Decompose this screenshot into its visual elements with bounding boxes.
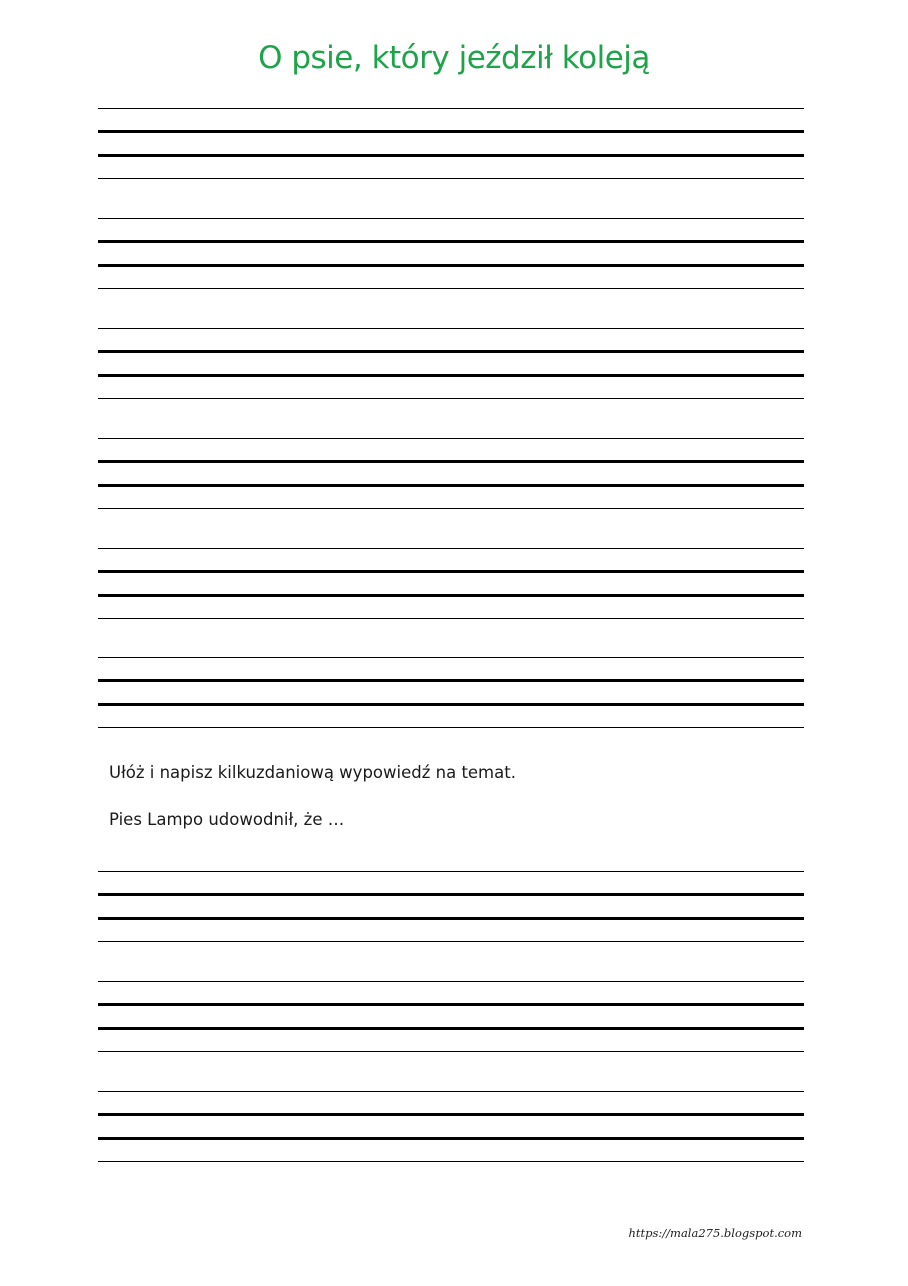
- handwriting-lines[interactable]: [98, 657, 804, 777]
- writing-prompt: Pies Lampo udowodnił, że …: [109, 810, 345, 829]
- handwriting-lines[interactable]: [98, 328, 804, 448]
- line-top: [98, 981, 804, 982]
- line-bottom: [98, 508, 804, 509]
- line-top: [98, 328, 804, 329]
- line-bottom: [98, 941, 804, 942]
- line-top: [98, 1091, 804, 1092]
- line-lower-guide: [98, 703, 804, 706]
- line-upper-guide: [98, 1003, 804, 1006]
- line-bottom: [98, 1051, 804, 1052]
- line-bottom: [98, 618, 804, 619]
- footer-url[interactable]: https://mala275.blogspot.com: [628, 1226, 802, 1240]
- handwriting-lines[interactable]: [98, 981, 804, 1101]
- line-top: [98, 108, 804, 109]
- line-upper-guide: [98, 679, 804, 682]
- handwriting-lines[interactable]: [98, 1091, 804, 1211]
- line-lower-guide: [98, 374, 804, 377]
- line-lower-guide: [98, 154, 804, 157]
- line-bottom: [98, 398, 804, 399]
- line-lower-guide: [98, 917, 804, 920]
- line-upper-guide: [98, 240, 804, 243]
- line-bottom: [98, 178, 804, 179]
- line-bottom: [98, 727, 804, 728]
- line-lower-guide: [98, 264, 804, 267]
- handwriting-lines[interactable]: [98, 218, 804, 338]
- line-lower-guide: [98, 1137, 804, 1140]
- handwriting-lines[interactable]: [98, 108, 804, 228]
- handwriting-lines[interactable]: [98, 871, 804, 991]
- line-top: [98, 657, 804, 658]
- page-title: O psie, który jeździł koleją: [258, 40, 650, 76]
- line-bottom: [98, 288, 804, 289]
- line-top: [98, 438, 804, 439]
- line-top: [98, 548, 804, 549]
- line-upper-guide: [98, 570, 804, 573]
- line-lower-guide: [98, 1027, 804, 1030]
- instruction-text: Ułóż i napisz kilkuzdaniową wypowiedź na temat.: [109, 763, 516, 782]
- line-lower-guide: [98, 594, 804, 597]
- line-upper-guide: [98, 130, 804, 133]
- line-bottom: [98, 1161, 804, 1162]
- handwriting-lines[interactable]: [98, 438, 804, 558]
- line-lower-guide: [98, 484, 804, 487]
- line-upper-guide: [98, 350, 804, 353]
- line-upper-guide: [98, 893, 804, 896]
- line-upper-guide: [98, 1113, 804, 1116]
- handwriting-lines[interactable]: [98, 548, 804, 668]
- line-top: [98, 218, 804, 219]
- line-top: [98, 871, 804, 872]
- line-upper-guide: [98, 460, 804, 463]
